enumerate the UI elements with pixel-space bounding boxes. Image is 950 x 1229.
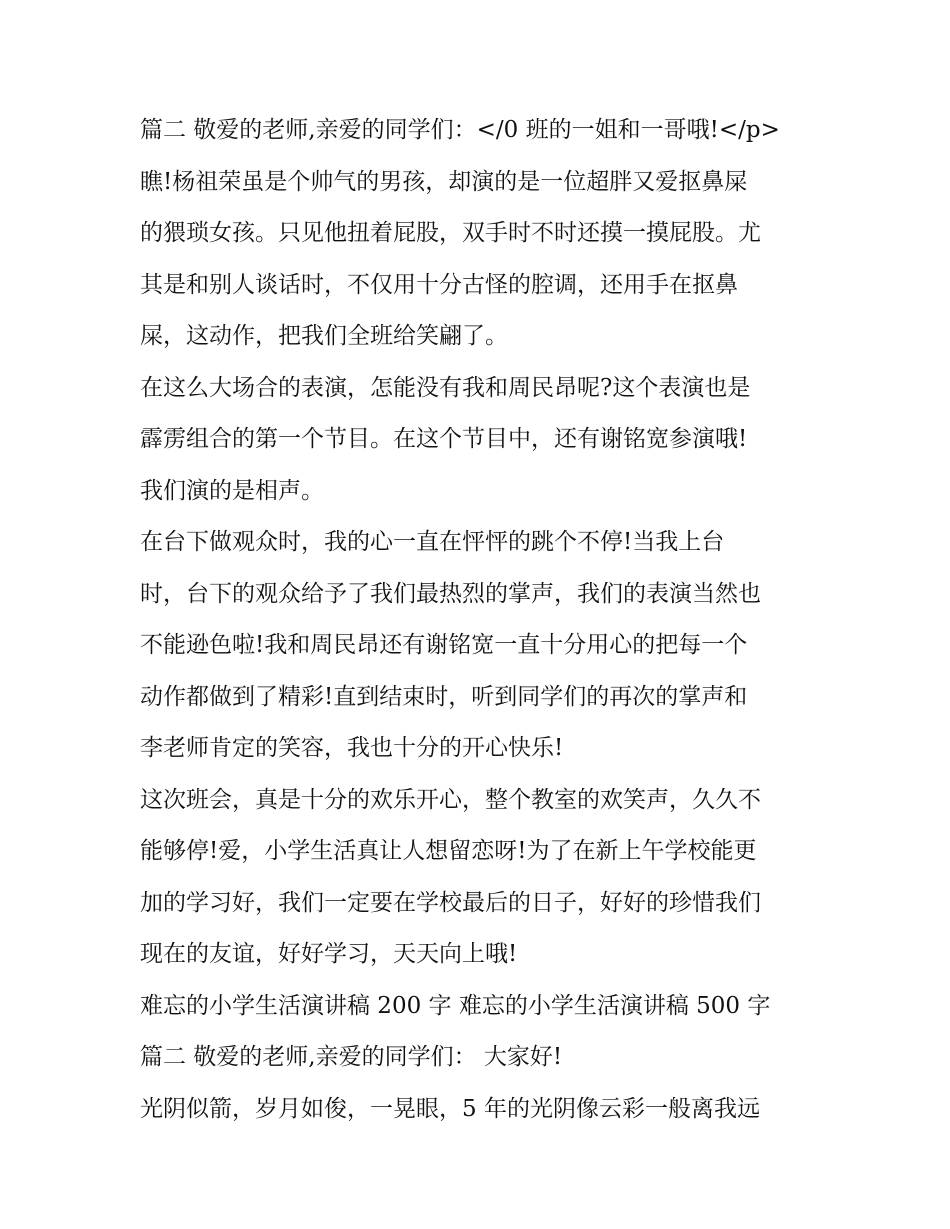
text-line: 动作都做到了精彩!直到结束时，听到同学们的再次的掌声和 [140,683,748,710]
text-line: 不能逊色啦!我和周民昂还有谢铭宽一直十分用心的把每一个 [140,632,748,658]
text-line: 其是和别人谈话时，不仅用十分古怪的腔调，还用手在抠鼻 [140,271,738,298]
text-line: 霹雳组合的第一个节目。在这个节目中，还有谢铭宽参演哦! [140,426,748,452]
text-line: 在台下做观众时，我的心一直在怦怦的跳个不停!当我上台 [140,529,725,555]
text-line: 的猥琐女孩。只见他扭着屁股，双手时不时还摸一摸屁股。尤 [140,220,761,246]
text-line: 瞧!杨祖荣虽是个帅气的男孩，却演的是一位超胖又爱抠鼻屎 [140,168,748,195]
text-line: 加的学习好，我们一定要在学校最后的日子，好好的珍惜我们 [140,889,761,916]
text-line: 这次班会，真是十分的欢乐开心，整个教室的欢笑声，久久不 [140,786,761,813]
text-line: 光阴似箭，岁月如俊，一晃眼，5 年的光阴像云彩一般离我远 [140,1095,760,1122]
text-line: 能够停!爱，小学生活真让人想留恋呀!为了在新上午学校能更 [140,838,757,864]
document-body [140,105,830,1135]
text-line: 我们演的是相声。 [140,477,324,504]
text-line: 屎，这动作，把我们全班给笑翩了。 [140,323,508,349]
text-line: 时，台下的观众给予了我们最热烈的掌声，我们的表演当然也 [140,580,761,607]
text-line: 篇二 敬爱的老师,亲爱的同学们： 大家好! [140,1044,563,1070]
text-line: 篇二 敬爱的老师,亲爱的同学们：</0 班的一姐和一哥哦!</p> [140,117,780,143]
text-line: 现在的友谊，好好学习，天天向上哦! [140,941,518,967]
text-line: 在这么大场合的表演，怎能没有我和周民昂呢?这个表演也是 [140,374,751,401]
text-line: 李老师肯定的笑容，我也十分的开心快乐! [140,735,564,761]
text-line: 难忘的小学生活演讲稿 200 字 难忘的小学生活演讲稿 500 字 [140,992,771,1019]
